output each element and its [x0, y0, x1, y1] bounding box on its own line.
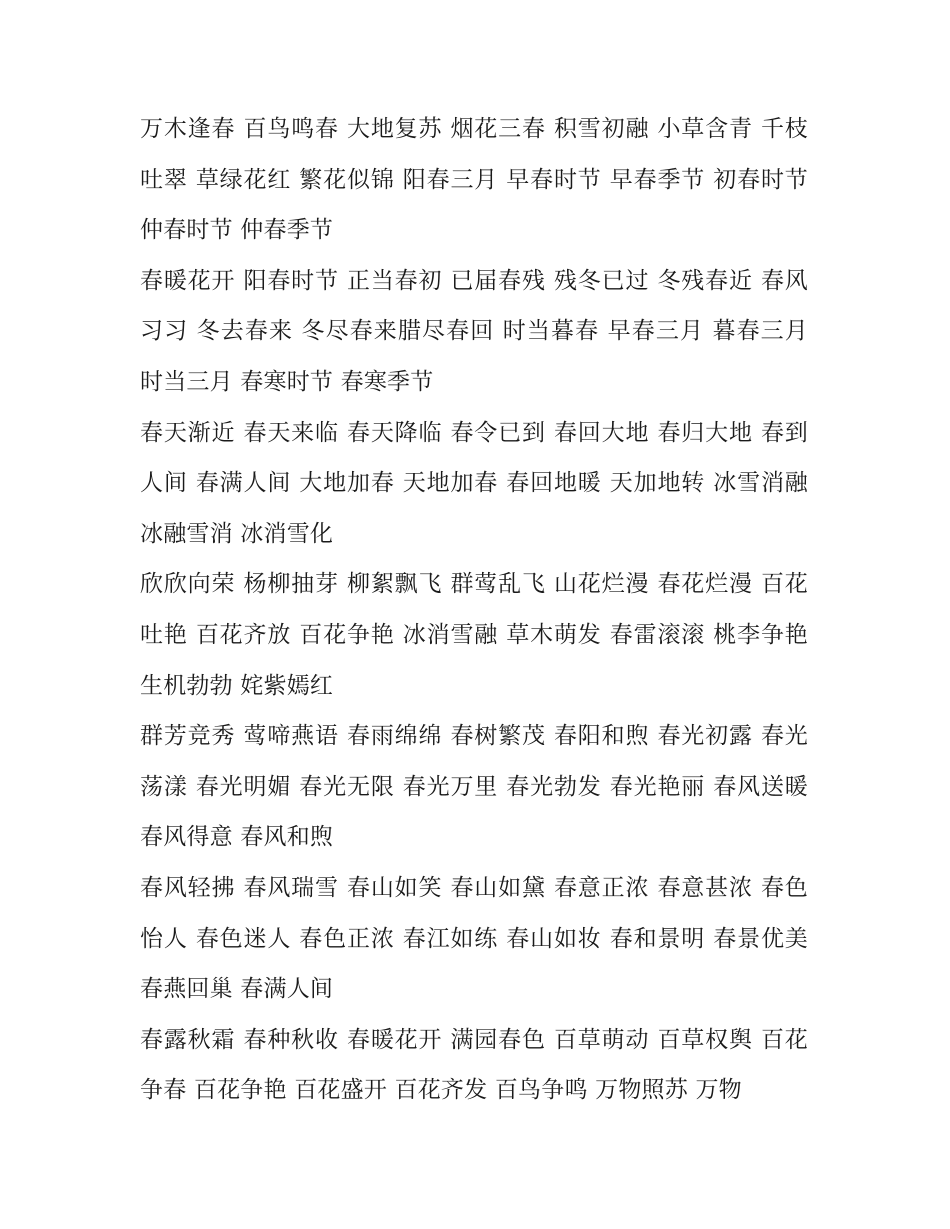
paragraph: 春暖花开 阳春时节 正当春初 已届春残 残冬已过 冬残春近 春风习习 冬去春来 冬尽春来腊尽春回 时当暮春 早春三月 暮春三月 时当三月 春寒时节 春寒季节	[140, 267, 808, 395]
paragraph: 欣欣向荣 杨柳抽芽 柳絮飘飞 群莺乱飞 山花烂漫 春花烂漫 百花吐艳 百花齐放 百花争艳 冰消雪融 草木萌发 春雷滚滚 桃李争艳 生机勃勃 姹紫嫣红	[140, 571, 808, 699]
paragraph: 春露秋霜 春种秋收 春暖花开 满园春色 百草萌动 百草权舆 百花争春 百花争艳 百花盛开 百花齐发 百鸟争鸣 万物照苏 万物	[140, 1026, 808, 1104]
paragraph: 群芳竞秀 莺啼燕语 春雨绵绵 春树繁茂 春阳和煦 春光初露 春光荡漾 春光明媚 春光无限 春光万里 春光勃发 春光艳丽 春风送暖 春风得意 春风和煦	[140, 723, 808, 851]
paragraph: 春风轻拂 春风瑞雪 春山如笑 春山如黛 春意正浓 春意甚浓 春色怡人 春色迷人 春色正浓 春江如练 春山如妆 春和景明 春景优美 春燕回巢 春满人间	[140, 874, 808, 1003]
document-body	[140, 104, 808, 1116]
paragraph: 万木逢春 百鸟鸣春 大地复苏 烟花三春 积雪初融 小草含青 千枝吐翠 草绿花红 繁花似锦 阳春三月 早春时节 早春季节 初春时节 仲春时节 仲春季节	[140, 116, 808, 244]
paragraph: 春天渐近 春天来临 春天降临 春令已到 春回大地 春归大地 春到人间 春满人间 大地加春 天地加春 春回地暖 天加地转 冰雪消融 冰融雪消 冰消雪化	[140, 419, 808, 547]
